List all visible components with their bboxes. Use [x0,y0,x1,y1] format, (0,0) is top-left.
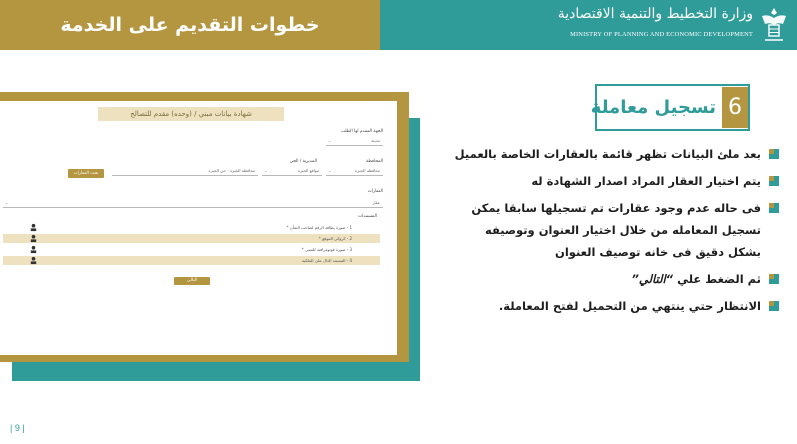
embedded-form-screenshot [0,101,397,355]
list-item-text: فى حاله عدم وجود عقارات تم تسجيلها سابقا يمكن [471,201,761,215]
list-item-text: يتم اختيار العقار المراد اصدار الشهادة له [531,174,761,188]
upload-icon [29,256,38,265]
attachment-label: 2 - كروكي الموقع * [318,236,352,241]
attachment-label: 4 - المستند الدال على الملكية [301,258,352,263]
ministry-logo [557,4,789,46]
chevron-down-icon: ⌄ [328,168,332,173]
governorate-value: محافظة الجيزة [355,168,380,173]
step-title: تسجيل معاملة [590,97,716,118]
chevron-down-icon: ⌄ [328,138,332,143]
page-number: | 9 | [10,423,25,433]
ministry-name-ar: وزارة التخطيط والتنمية الاقتصادية [557,6,753,22]
list-item [433,268,763,290]
district-value: مواقع الجيزة [297,168,319,173]
next-button: التالي [174,277,210,285]
properties-label: العقارات [367,189,383,194]
attachment-row [3,256,380,265]
header-ministry-banner [380,0,797,50]
list-item-text: بعد ملئ البيانات تظهر قائمة بالعقارات الخاصة بالعميل [454,147,761,161]
list-item-text: بشكل دقيق فى خانه توصيف العنوان [555,245,761,259]
form-title: شهادة بيانات مبني / (وحده) مقدم للتصالح [98,107,284,121]
list-item-text [433,268,761,290]
attachments-label: المستندات [358,214,377,219]
applicant-select [326,137,383,146]
step-heading [590,84,750,131]
properties-value: عقار [372,200,380,205]
bullet-square-icon [769,149,779,159]
list-item-prefix: ثم الضغط علي [673,272,761,286]
properties-select [3,199,383,208]
attachment-label: 1 - صورة بطاقة الرقم لصاحب الشأن * [286,225,352,230]
upload-icon [29,245,38,254]
attachment-row [3,245,380,254]
chevron-down-icon: ⌄ [5,200,9,205]
ministry-name-en: MINISTRY OF PLANNING AND ECONOMIC DEVELOPMENT [570,31,753,38]
list-item-text: الانتظار حتي ينتهي من التحميل لفتح المعاملة. [498,299,761,313]
eagle-emblem-icon [759,6,789,44]
search-properties-button: بحث العقارات [68,169,104,178]
bullet-square-icon [769,203,779,213]
upload-icon [29,234,38,243]
bullet-square-icon [769,274,779,284]
address-value: محافظة الجيزة - حي الجيزة [208,168,255,173]
governorate-label: المحافظة [366,159,383,164]
upload-icon [29,223,38,232]
governorate-select [326,167,383,176]
district-select [262,167,322,176]
page-number-value: 9 [14,423,20,433]
attachment-row [3,223,380,232]
attachment-label: 3 - صورة فوتوغرافية للمبنى * [301,247,352,252]
list-item [433,295,763,317]
chevron-down-icon: ⌄ [264,168,268,173]
applicant-label: الجهة المقدم لها الطلب [340,129,383,134]
list-item [433,197,763,263]
list-item-text: تسجيل المعامله من خلال اختيار العنوان وتوصيفه [484,223,761,237]
district-label: المديرية / الحي [289,159,317,164]
bullet-square-icon [769,176,779,186]
address-field [112,167,258,176]
attachment-row [3,234,380,243]
applicant-value: مدينة [371,138,380,143]
list-item [433,170,763,192]
next-keyword: “التالي” [631,272,674,286]
instructions-list [433,143,763,322]
bullet-square-icon [769,301,779,311]
page-title: خطوات التقديم على الخدمة [60,14,320,36]
step-number: 6 [722,87,748,128]
list-item [433,143,763,165]
